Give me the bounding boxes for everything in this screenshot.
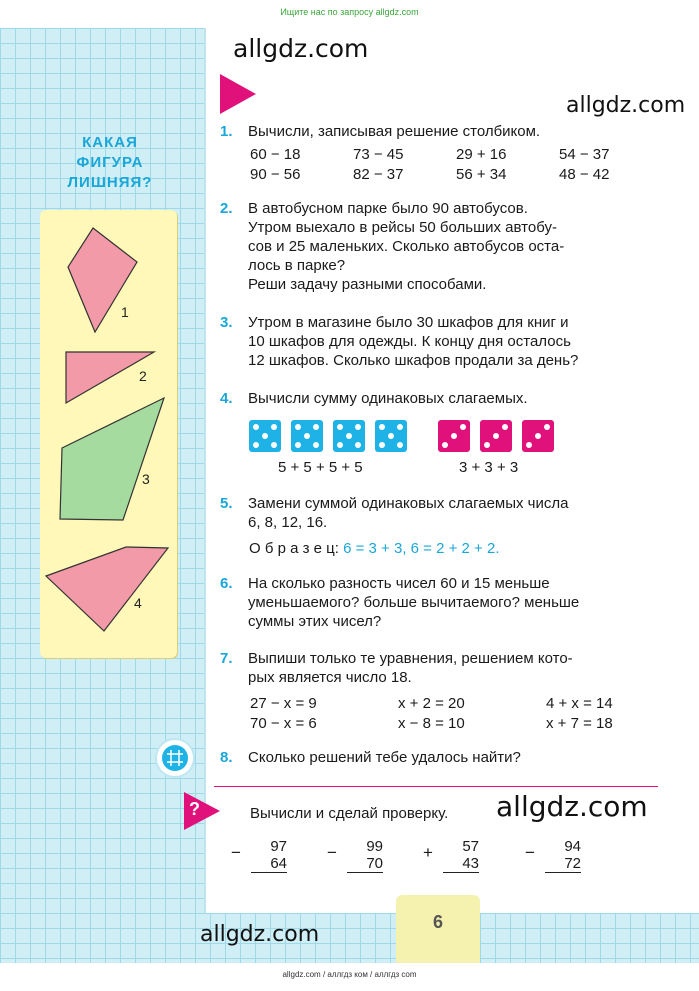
question-icon-label: ? bbox=[189, 799, 200, 819]
expression: 54 − 37 bbox=[559, 146, 610, 163]
expression: 48 − 42 bbox=[559, 166, 610, 183]
expression: 90 − 56 bbox=[250, 166, 301, 183]
equation: 27 − x = 9 bbox=[250, 695, 317, 712]
equation: x − 8 = 10 bbox=[398, 715, 465, 732]
shape-3-quadrilateral bbox=[60, 398, 164, 520]
expression: 60 − 18 bbox=[250, 146, 301, 163]
page-number: 6 bbox=[432, 912, 443, 932]
task-text: Сколько решений тебе удалось найти? bbox=[248, 749, 521, 766]
task-text: Утром в магазине было 30 шкафов для книг и 10 шкафов для одежды. К концу дня осталось 12 шкафов. Сколько шкафов продали за день? bbox=[248, 314, 579, 369]
watermark: allgdz.com bbox=[496, 790, 648, 823]
grid-symbol-icon bbox=[162, 745, 188, 771]
sample-label: О б р а з е ц: bbox=[249, 540, 339, 557]
column-exercise: + 57 43 bbox=[423, 838, 479, 872]
sum-expression-3: 3 + 3 + 3 bbox=[459, 459, 519, 476]
watermark: allgdz.com bbox=[566, 93, 686, 118]
sample-line bbox=[249, 540, 499, 557]
task-number: 1. bbox=[220, 123, 233, 140]
task-text: Выпиши только те уравнения, решением кото- рых является число 18. bbox=[248, 650, 573, 686]
dice-five-icon bbox=[333, 420, 365, 452]
equation: 70 − x = 6 bbox=[250, 715, 317, 732]
column-exercise: − 99 70 bbox=[327, 838, 383, 872]
watermark: allgdz.com bbox=[233, 34, 369, 63]
dice-five-icon bbox=[249, 420, 281, 452]
task-text: Вычисли сумму одинаковых слагаемых. bbox=[248, 390, 528, 407]
task-number: 5. bbox=[220, 495, 233, 512]
task-text: В автобусном парке было 90 автобусов. Утром выехало в рейсы 50 больших автобу- сов и 25 маленьких. Сколько автобусов оста- лось в парке? Реши задачу разными способами. bbox=[248, 200, 565, 293]
expression: 82 − 37 bbox=[353, 166, 404, 183]
sample-text: 6 = 3 + 3, 6 = 2 + 2 + 2. bbox=[343, 540, 500, 557]
shape-label-2: 2 bbox=[139, 368, 147, 384]
dice-three-icon bbox=[480, 420, 512, 452]
task-text: На сколько разность чисел 60 и 15 меньше уменьшаемого? больше вычитаемого? меньше суммы этих чисел? bbox=[248, 575, 580, 630]
sidebar-heading: КАКАЯ ФИГУРА ЛИШНЯЯ? bbox=[67, 134, 153, 191]
expression: 73 − 45 bbox=[353, 146, 404, 163]
column-exercise: − 97 64 bbox=[231, 838, 287, 872]
shapes-figure bbox=[40, 210, 177, 658]
grid-icon bbox=[155, 738, 195, 778]
divider bbox=[214, 786, 658, 787]
task-number: 2. bbox=[220, 200, 233, 217]
equation: 4 + x = 14 bbox=[546, 695, 613, 712]
bottom-note: allgdz.com / аллгдз ком / аллгдз com bbox=[282, 970, 417, 979]
task-number: 6. bbox=[220, 575, 233, 592]
shape-label-3: 3 bbox=[142, 471, 150, 487]
expression: 29 + 16 bbox=[456, 146, 507, 163]
dice-five-icon bbox=[375, 420, 407, 452]
task-number: 3. bbox=[220, 314, 233, 331]
task-number: 8. bbox=[220, 749, 233, 766]
task-number: 4. bbox=[220, 390, 233, 407]
section-arrow-icon bbox=[220, 74, 258, 114]
dice-three-icon bbox=[438, 420, 470, 452]
bonus-text: Вычисли и сделай проверку. bbox=[250, 805, 449, 822]
dice-three-icon bbox=[522, 420, 554, 452]
shape-label-1: 1 bbox=[121, 304, 129, 320]
task-text: Замени суммой одинаковых слагаемых числа 6, 8, 12, 16. bbox=[248, 495, 569, 531]
top-note: Ищите нас по запросу allgdz.com bbox=[280, 7, 419, 17]
shape-label-4: 4 bbox=[134, 595, 142, 611]
shape-4-quadrilateral bbox=[46, 547, 168, 631]
expression: 56 + 34 bbox=[456, 166, 507, 183]
task-number: 7. bbox=[220, 650, 233, 667]
dice-five-icon bbox=[291, 420, 323, 452]
column-exercise: − 94 72 bbox=[525, 838, 581, 872]
sum-expression-5: 5 + 5 + 5 + 5 bbox=[278, 459, 363, 476]
task-text: Вычисли, записывая решение столбиком. bbox=[248, 123, 541, 140]
equation: x + 7 = 18 bbox=[546, 715, 613, 732]
equation: x + 2 = 20 bbox=[398, 695, 465, 712]
watermark: allgdz.com bbox=[200, 922, 320, 947]
